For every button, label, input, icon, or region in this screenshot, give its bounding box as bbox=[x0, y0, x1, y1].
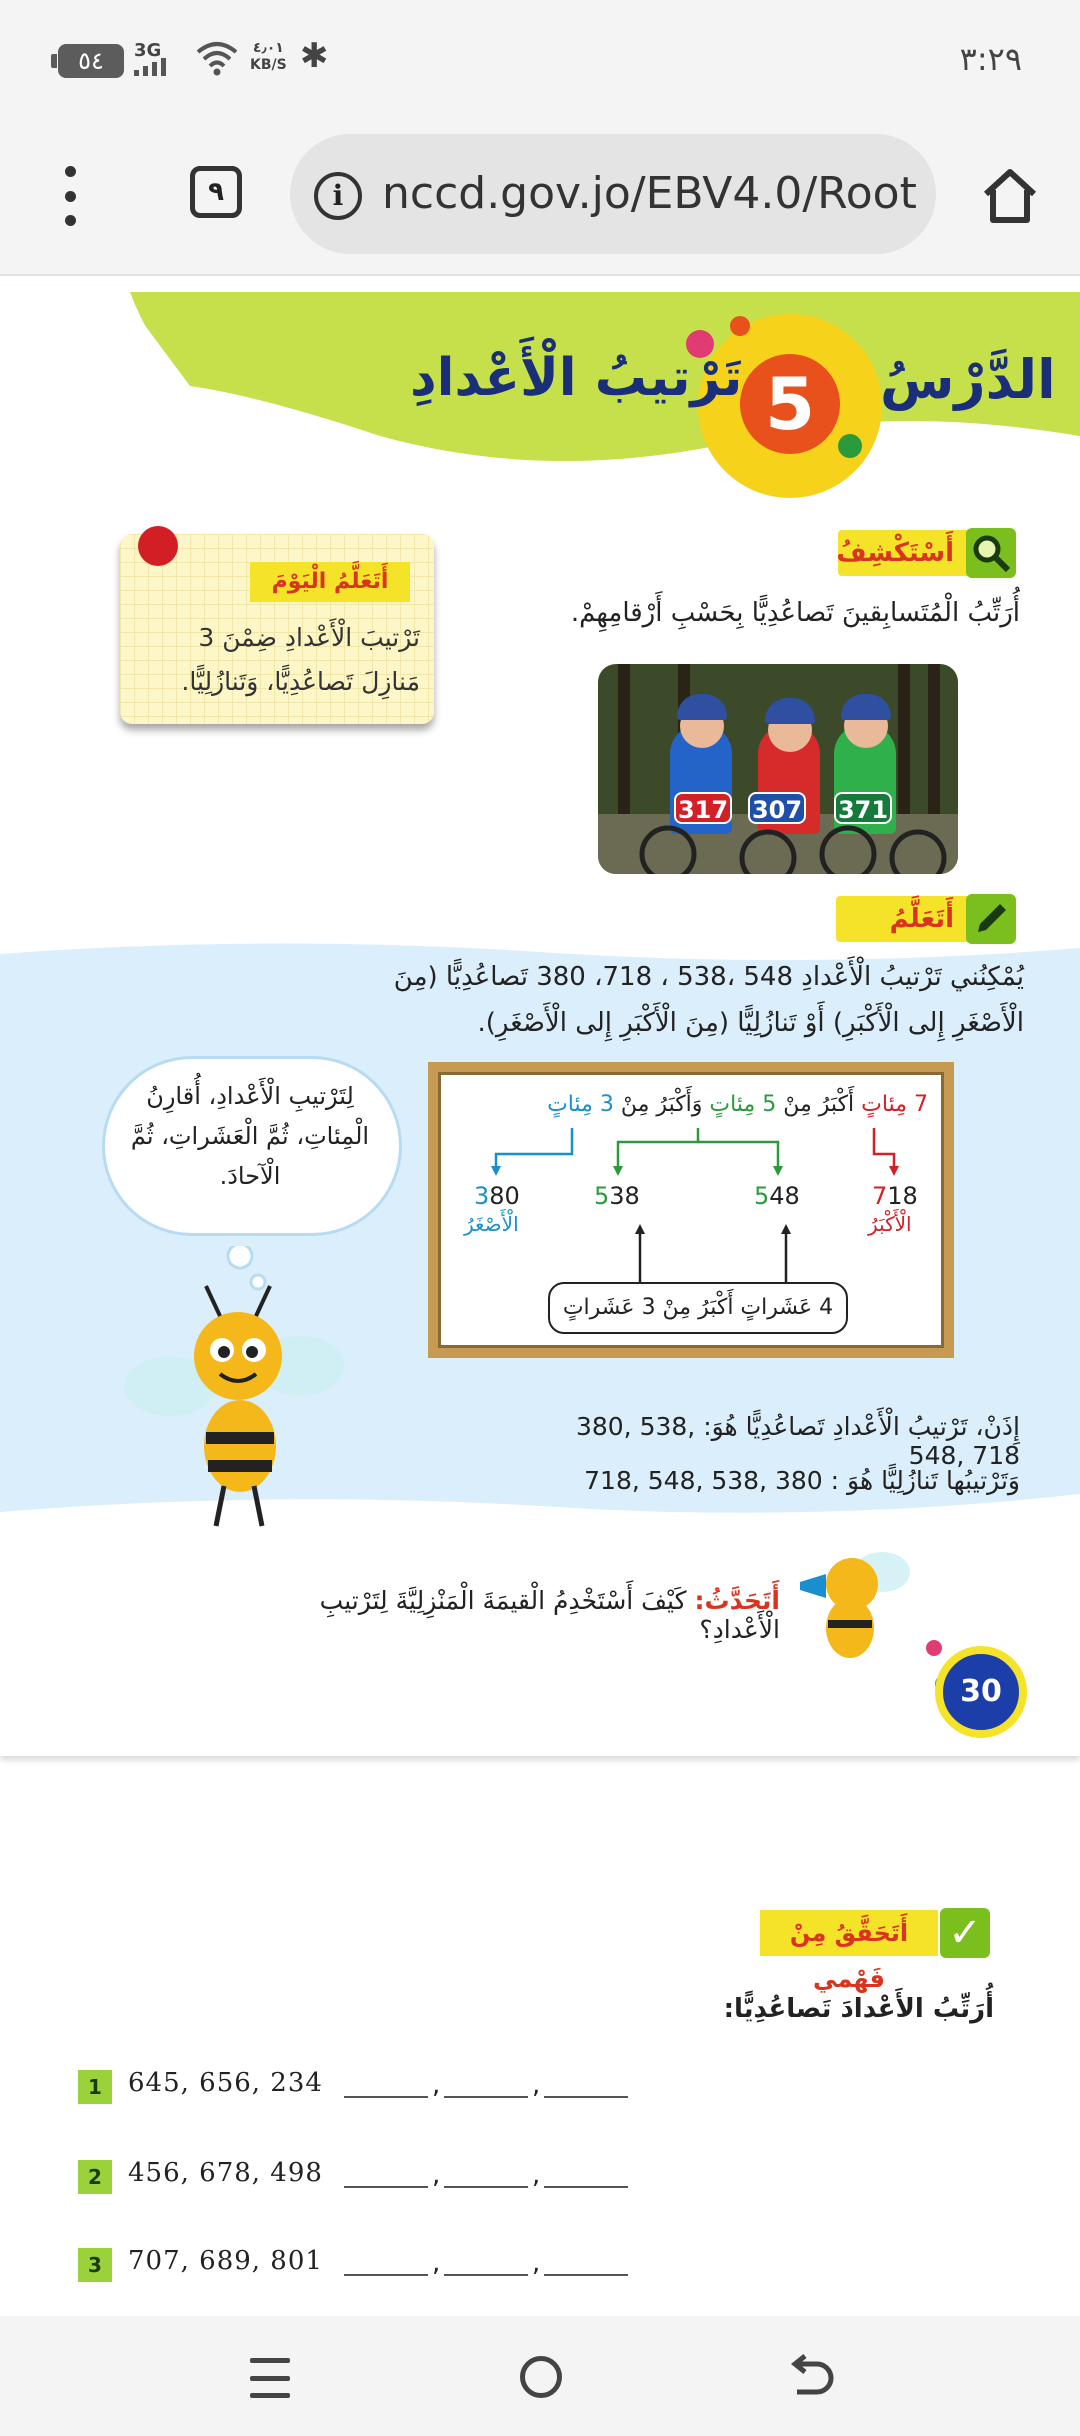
talk-label: أَتَحَدَّثُ: bbox=[694, 1586, 780, 1615]
battery-level: ٥٤ bbox=[78, 47, 104, 75]
lesson-word: الدَّرْسُ bbox=[880, 348, 1056, 411]
order-prompt: أُرَتِّبُ الأَعْدادَ تَصاعُدِيًّا: bbox=[723, 1994, 994, 2024]
comparison-diagram bbox=[428, 1062, 954, 1358]
info-icon[interactable]: i bbox=[314, 172, 362, 220]
ascending-values: 380, 538, 548, 718 bbox=[575, 1412, 1020, 1470]
lesson-title: تَرْتيبُ الْأَعْدادِ bbox=[410, 348, 743, 408]
exercise-number: 3 bbox=[78, 2248, 112, 2282]
five-hundreds: 5 مِئاتٍ bbox=[709, 1092, 777, 1117]
ascending-conclusion bbox=[520, 1412, 1020, 1470]
seven-hundreds: 7 مِئاتٍ bbox=[861, 1092, 928, 1117]
exercise-row: 3 707, 689, 801 , , bbox=[78, 2246, 678, 2286]
today-text: تَرْتيبَ الْأَعْدادِ ضِمْنَ 3 مَنازِلَ تَصاعُدِيًّا، وَتَنازُلِيًّا. bbox=[181, 623, 420, 696]
number-718: 718 bbox=[872, 1182, 918, 1210]
today-tag: أَتَعَلَّمُ الْيَوْمَ bbox=[250, 562, 410, 602]
bigger-than: أَكْبَرُ مِنْ bbox=[783, 1092, 855, 1117]
browser-toolbar bbox=[0, 120, 1080, 276]
signal-icon bbox=[134, 58, 166, 76]
number-538: 538 bbox=[594, 1182, 640, 1210]
url-bar[interactable] bbox=[290, 134, 936, 254]
checkmark-icon: ✓ bbox=[940, 1908, 990, 1958]
learn-text: يُمْكِنُني تَرْتيبُ الْأَعْدادِ 548 ،538 ، 718، 380 تَصاعُدِيًّا (مِنَ الْأَصْغَرِ إِلى الْأَكْبَرِ) أَوْ تَنازُلِيًّا (مِنَ الْأَكْبَرِ إِلى الْأَصْغَرِ). bbox=[393, 962, 1024, 1038]
exercise-number: 1 bbox=[78, 2070, 112, 2104]
answer-blank[interactable] bbox=[344, 2072, 428, 2098]
bee-megaphone-icon bbox=[786, 1532, 916, 1662]
bluetooth-icon: ✱ bbox=[300, 36, 329, 76]
three-hundreds: 3 مِئاتٍ bbox=[547, 1092, 614, 1117]
network-speed bbox=[250, 40, 287, 74]
status-bar bbox=[0, 0, 1080, 120]
number-badge: 307 bbox=[748, 792, 806, 824]
system-nav-bar bbox=[0, 2316, 1080, 2436]
exercise-values: 456, 678, 498 bbox=[128, 2158, 323, 2188]
thought-text: لِتَرْتيبِ الْأَعْدادِ، أُقارِنُ الْمِئاتِ، ثُمَّ الْعَشَراتِ، ثُمَّ الْآحادَ. bbox=[130, 1082, 370, 1190]
descending-conclusion bbox=[560, 1466, 1020, 1495]
exercise-number: 2 bbox=[78, 2160, 112, 2194]
answer-blank[interactable] bbox=[444, 2162, 528, 2188]
answer-blank[interactable] bbox=[444, 2250, 528, 2276]
exercise-row: 1 645, 656, 234 , , bbox=[78, 2068, 678, 2108]
explore-text: أُرَتِّبُ الْمُتَسابِقينَ تَصاعُدِيًّا بِحَسْبِ أَرْقامِهِمْ. bbox=[570, 598, 1020, 628]
descending-values: 718, 548, 538, 380 bbox=[584, 1466, 823, 1495]
talk-prompt bbox=[300, 1586, 780, 1644]
smallest-label: الْأَصْغَرُ bbox=[464, 1212, 519, 1236]
answer-blank[interactable] bbox=[544, 2250, 628, 2276]
ascending-label: إِذَنْ، تَرْتيبُ الْأَعْدادِ تَصاعُدِيًّا هُوَ: bbox=[703, 1412, 1020, 1441]
speed-value: ٤٫٠١ bbox=[252, 40, 284, 56]
diagram-top-text bbox=[488, 1092, 928, 1117]
number-badge: 317 bbox=[674, 792, 732, 824]
bee-icon bbox=[120, 1246, 350, 1536]
tens-comparison-box: 4 عَشَراتٍ أَكْبَرُ مِنْ 3 عَشَراتٍ bbox=[548, 1282, 848, 1334]
book-page-2 bbox=[0, 1796, 1080, 2316]
tabs-count-button[interactable]: ٩ bbox=[190, 166, 242, 218]
pin-icon bbox=[138, 526, 178, 566]
wifi-icon bbox=[196, 40, 238, 76]
number-380: 380 bbox=[474, 1182, 520, 1210]
learn-tag: أَتَعَلَّمُ bbox=[836, 896, 972, 942]
url-text[interactable]: nccd.gov.jo/EBV4.0/Root bbox=[382, 168, 917, 219]
check-tag: أَتَحَقَّقُ مِنْ فَهْمي bbox=[760, 1910, 938, 1956]
recent-apps-icon[interactable] bbox=[250, 2358, 290, 2398]
explore-tag: أَسْتَكْشِفُ bbox=[838, 530, 972, 576]
battery-icon bbox=[58, 44, 124, 78]
answer-blank[interactable] bbox=[344, 2162, 428, 2188]
descending-label: وَتَرْتيبُها تَنازُلِيًّا هُوَ : bbox=[830, 1466, 1020, 1495]
answer-blank[interactable] bbox=[544, 2072, 628, 2098]
speed-unit: KB/S bbox=[250, 57, 287, 73]
network-type: 3G bbox=[134, 40, 162, 61]
largest-label: الْأَكْبَرُ bbox=[868, 1212, 912, 1236]
and-bigger-than: وَأَكْبَرُ مِنْ bbox=[620, 1092, 703, 1117]
number-badge: 371 bbox=[834, 792, 892, 824]
magnifier-icon bbox=[966, 528, 1016, 578]
page-number: 30 bbox=[935, 1646, 1027, 1738]
exercise-values: 645, 656, 234 bbox=[128, 2068, 323, 2098]
pencil-icon bbox=[966, 894, 1016, 944]
lesson-number: 5 bbox=[730, 344, 850, 464]
exercise-row: 2 456, 678, 498 , , bbox=[78, 2158, 678, 2198]
back-icon[interactable] bbox=[785, 2352, 837, 2404]
home-icon[interactable] bbox=[980, 164, 1040, 226]
answer-blank[interactable] bbox=[544, 2162, 628, 2188]
number-548: 548 bbox=[754, 1182, 800, 1210]
answer-blank[interactable] bbox=[444, 2072, 528, 2098]
exercise-values: 707, 689, 801 bbox=[128, 2246, 323, 2276]
talk-question: كَيْفَ أَسْتَخْدِمُ الْقيمَةَ الْمَنْزِلِيَّةَ لِتَرْتيبِ الْأَعْدادِ؟ bbox=[319, 1586, 780, 1644]
answer-blank[interactable] bbox=[344, 2250, 428, 2276]
home-circle-icon[interactable] bbox=[520, 2356, 562, 2398]
clock: ٣:٢٩ bbox=[959, 40, 1022, 78]
cyclists-photo bbox=[598, 664, 958, 874]
book-page bbox=[0, 286, 1080, 1756]
menu-dots-icon[interactable] bbox=[58, 166, 82, 226]
